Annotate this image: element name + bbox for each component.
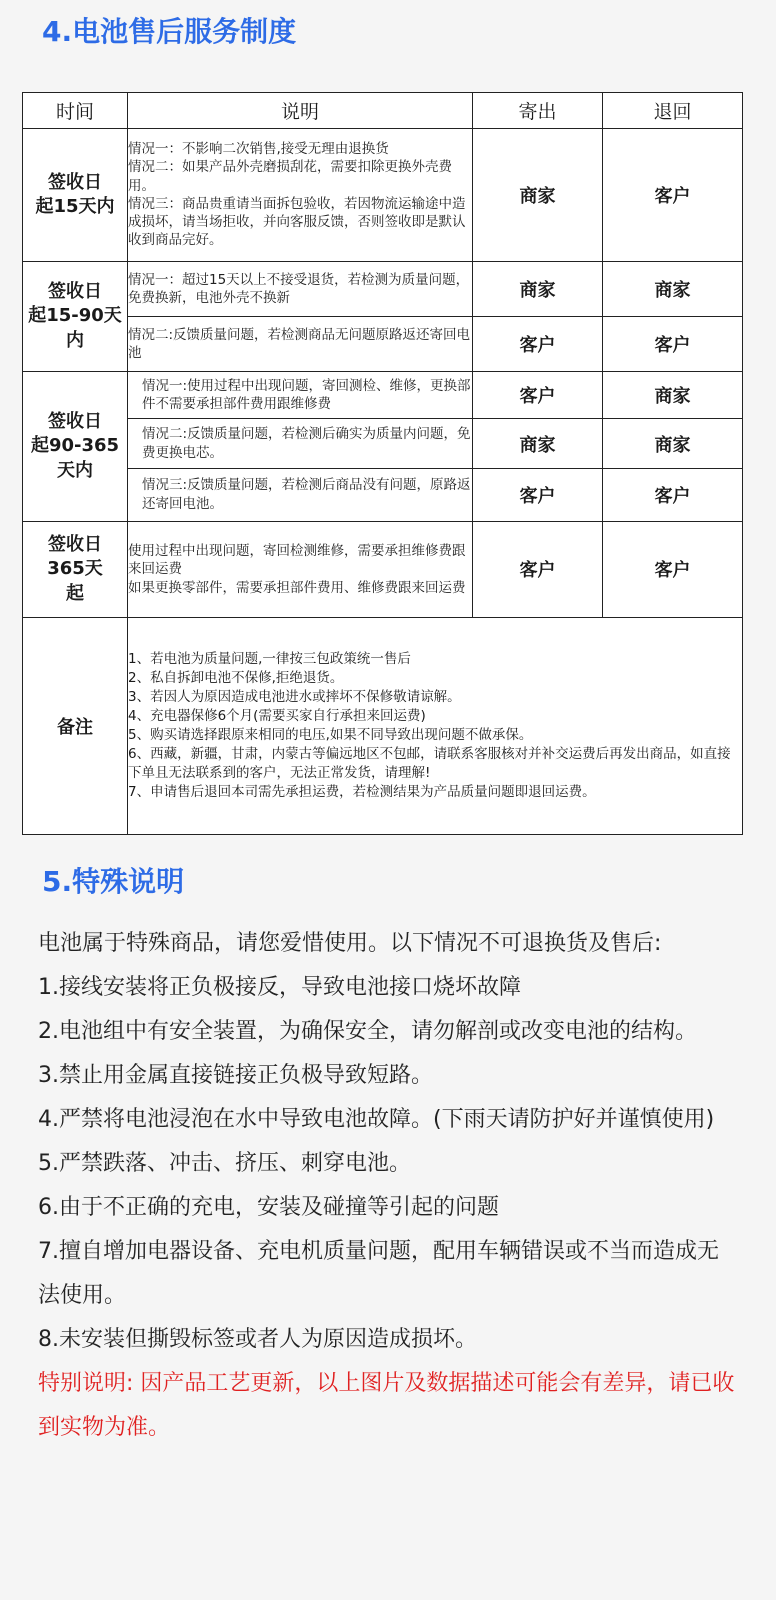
- return-party: 客户: [603, 128, 743, 261]
- header-ship: 寄出: [473, 93, 603, 129]
- table-row: [23, 317, 743, 372]
- notes-list: [128, 618, 743, 835]
- case-description: 情况一：超过15天以上不接受退货，若检测为质量问题，免费换新，电池外壳不换新: [128, 261, 473, 316]
- intro-paragraph: 电池属于特殊商品，请您爱惜使用。以下情况不可退换货及售后:: [38, 931, 662, 956]
- ship-party: 商家: [473, 128, 603, 261]
- return-party: 商家: [603, 261, 743, 316]
- ship-party: 客户: [473, 317, 603, 372]
- rule-item: 2.电池组中有安全装置，为确保安全，请勿解剖或改变电池的结构。: [38, 1019, 697, 1044]
- header-return: 退回: [603, 93, 743, 129]
- table-row: [23, 468, 743, 521]
- special-note: 特别说明: 因产品工艺更新，以上图片及数据描述可能会有差异，请已收到实物为准。: [38, 1371, 735, 1440]
- period-time: 签收日 365天 起: [23, 521, 128, 617]
- ship-party: 客户: [473, 521, 603, 617]
- ship-party: 客户: [473, 372, 603, 419]
- case-description: 情况一：不影响二次销售,接受无理由退换货 情况二：如果产品外壳磨损刮花，需要扣除更换外壳费用。 情况三：商品贵重请当面拆包验收，若因物流运输途中造成损坏，请当场拒收，并向客服反馈，否则签收即是默认收到商品完好。: [128, 128, 473, 261]
- ship-party: 商家: [473, 419, 603, 468]
- table-row: [23, 372, 743, 419]
- ship-party: 商家: [473, 261, 603, 316]
- table-row: [23, 419, 743, 468]
- return-party: 客户: [603, 317, 743, 372]
- note-item: 3、若因人为原因造成电池进水或摔坏不保修敬请谅解。: [128, 689, 461, 706]
- case-description: 情况三:反馈质量问题，若检测后商品没有问题，原路返还寄回电池。: [128, 468, 473, 521]
- table-row: [23, 521, 743, 617]
- note-item: 4、充电器保修6个月(需要买家自行承担来回运费): [128, 708, 426, 725]
- return-party: 客户: [603, 468, 743, 521]
- notes-row: [23, 618, 743, 835]
- case-description: 情况二:反馈质量问题，若检测后确实为质量内问题，免费更换电芯。: [128, 419, 473, 468]
- note-item: 5、购买请选择跟原来相同的电压,如果不同导致出现问题不做承保。: [128, 727, 533, 743]
- rule-item: 4.严禁将电池浸泡在水中导致电池故障。(下雨天请防护好并谨慎使用): [38, 1107, 715, 1132]
- note-item: 2、私自拆卸电池不保修,拒绝退货。: [128, 670, 344, 687]
- table-row: [23, 128, 743, 261]
- table-row: [23, 261, 743, 316]
- rule-item: 7.擅自增加电器设备、充电机质量问题，配用车辆错误或不当而造成无法使用。: [38, 1239, 719, 1308]
- case-description: 情况二:反馈质量问题，若检测商品无问题原路返还寄回电池: [128, 317, 473, 372]
- note-item: 7、申请售后退回本司需先承担运费，若检测结果为产品质量问题即退回运费。: [128, 783, 596, 800]
- rule-item: 6.由于不正确的充电，安装及碰撞等引起的问题: [38, 1195, 499, 1220]
- rule-item: 3.禁止用金属直接链接正负极导致短路。: [38, 1063, 433, 1088]
- ship-party: 客户: [473, 468, 603, 521]
- header-time: 时间: [23, 93, 128, 129]
- special-notes: [38, 922, 738, 1450]
- after-sales-table: [22, 92, 743, 835]
- period-time: 签收日 起90-365 天内: [23, 372, 128, 521]
- header-description: 说明: [128, 93, 473, 129]
- table-header-row: [23, 93, 743, 129]
- notes-label: 备注: [23, 618, 128, 835]
- note-item: 6、西藏，新疆，甘肃，内蒙古等偏远地区不包邮，请联系客服核对并补交运费后再发出商品，如直接下单且无法联系到的客户，无法正常发货，请理解!: [128, 745, 731, 781]
- rule-item: 5.严禁跌落、冲击、挤压、刺穿电池。: [38, 1151, 411, 1176]
- return-party: 商家: [603, 419, 743, 468]
- period-time: 签收日 起15天内: [23, 128, 128, 261]
- case-description: 情况一:使用过程中出现问题，寄回测检、维修，更换部件不需要承担部件费用跟维修费: [128, 372, 473, 419]
- period-time: 签收日 起15-90天 内: [23, 261, 128, 372]
- rule-item: 8.未安装但撕毁标签或者人为原因造成损坏。: [38, 1327, 477, 1352]
- return-party: 商家: [603, 372, 743, 419]
- section-5-title: 5.特殊说明: [42, 865, 185, 898]
- note-item: 1、若电池为质量问题,一律按三包政策统一售后: [128, 651, 411, 668]
- return-party: 客户: [603, 521, 743, 617]
- section-4-title: 4.电池售后服务制度: [42, 15, 297, 48]
- case-description: 使用过程中出现问题，寄回检测维修，需要承担维修费跟来回运费 如果更换零部件，需要承担部件费用、维修费跟来回运费: [128, 521, 473, 617]
- rule-item: 1.接线安装将正负极接反，导致电池接口烧坏故障: [38, 975, 521, 1000]
